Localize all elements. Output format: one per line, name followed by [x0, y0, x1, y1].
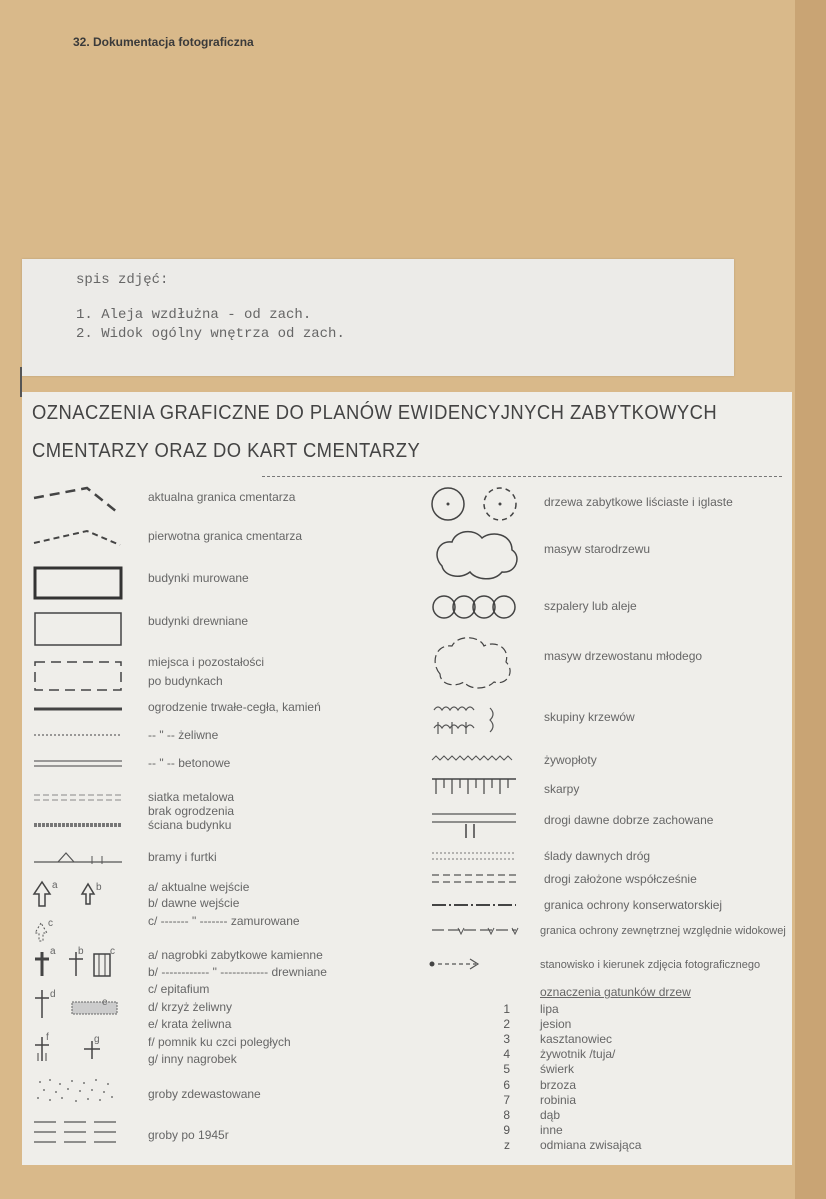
legend-right-label: masyw starodrzewu — [544, 542, 651, 556]
tree-number: 6 — [503, 1078, 510, 1092]
paper-edge — [795, 0, 826, 1199]
photo-position-icon — [426, 956, 486, 970]
symbol-letter: g — [94, 1034, 100, 1045]
tree-species: lipa — [540, 1002, 559, 1016]
legend-right-label: skupiny krzewów — [544, 710, 635, 724]
new-roads-icon — [430, 872, 525, 886]
legend-left-label: a/ nagrobki zabytkowe kamienne — [148, 948, 323, 962]
legend-left-label: groby po 1945r — [148, 1128, 229, 1142]
conservation-boundary-icon — [430, 900, 525, 910]
legend-right-label: drogi dawne dobrze zachowane — [544, 813, 714, 827]
walled-entrance-icon — [32, 919, 62, 945]
tree-number: z — [504, 1138, 510, 1152]
legend-right-label: masyw drzewostanu młodego — [544, 649, 703, 663]
legend-left-label: b/ dawne wejście — [148, 896, 240, 910]
photo-list-item: 1. Aleja wzdłużna - od zach. — [76, 307, 312, 323]
devastated-graves-icon — [32, 1076, 122, 1106]
legend-left-label: brak ogrodzenia — [148, 804, 235, 818]
tree-number: 5 — [503, 1062, 510, 1076]
solid-fence-icon — [32, 704, 127, 714]
legend-left-label: po budynkach — [148, 674, 223, 688]
current-boundary-icon — [32, 486, 122, 516]
tree-species: odmiana zwisająca — [540, 1138, 642, 1152]
legend-right-label: drzewa zabytkowe liściaste i iglaste — [544, 495, 733, 509]
tree-species: robinia — [540, 1093, 577, 1107]
legend-left-label: e/ krata żeliwna — [148, 1017, 232, 1031]
legend-left-label: ogrodzenie trwałe-cegła, kamień — [148, 700, 321, 714]
young-stand-icon — [430, 632, 520, 692]
legend-left-label: aktualna granica cmentarza — [148, 490, 296, 504]
legend-left-label: g/ inny nagrobek — [148, 1052, 237, 1066]
tree-species: dąb — [540, 1108, 561, 1122]
brick-building-icon — [34, 567, 124, 601]
tree-species-heading: oznaczenia gatunków drzew — [540, 985, 691, 999]
tree-species: kasztanowiec — [540, 1032, 613, 1046]
road-traces-icon — [430, 850, 525, 862]
symbol-letter: b — [78, 946, 84, 957]
rows-alleys-icon — [432, 592, 522, 622]
legend-left-label: -- " -- betonowe — [148, 756, 231, 770]
tree-number: 2 — [503, 1017, 510, 1031]
tree-number: 9 — [503, 1123, 510, 1137]
entrance-arrow-icon — [32, 880, 122, 910]
symbol-letter: a — [52, 880, 58, 891]
gates-icon — [32, 850, 127, 866]
legend-right-label: skarpy — [544, 782, 580, 796]
tree-species: inne — [540, 1123, 563, 1137]
legend-left-label: c/ epitafium — [148, 982, 210, 996]
symbol-letter: d — [50, 989, 56, 1000]
hedges-icon — [430, 754, 525, 766]
photo-list-strip — [22, 259, 734, 376]
original-boundary-icon — [32, 525, 122, 550]
building-wall-icon — [32, 820, 127, 830]
iron-fence-icon — [32, 730, 127, 740]
wooden-building-icon — [34, 612, 124, 648]
legend-left-label: miejsca i pozostałości — [148, 655, 265, 669]
tree-number: 7 — [503, 1093, 510, 1107]
old-stand-icon — [432, 526, 522, 582]
symbol-letter: c — [48, 918, 53, 929]
legend-title-line2: CMENTARZY ORAZ DO KART CMENTARZY — [32, 440, 421, 462]
tree-species: żywotnik /tuja/ — [540, 1047, 616, 1061]
symbol-letter: c — [110, 946, 115, 957]
building-remains-icon — [34, 658, 124, 694]
photo-list-heading: spis zdjęć: — [76, 272, 169, 288]
symbol-letter: b — [96, 882, 102, 893]
symbol-letter: f — [46, 1032, 49, 1043]
tree-number: 3 — [503, 1032, 510, 1046]
legend-left-label: d/ krzyż żeliwny — [148, 1000, 233, 1014]
legend-left-label: bramy i furtki — [148, 850, 217, 864]
symbol-letter: e — [102, 997, 108, 1008]
legend-left-label: f/ pomnik ku czci poległych — [148, 1035, 291, 1049]
old-roads-icon — [430, 810, 525, 840]
legend-left-label: ściana budynku — [148, 818, 232, 832]
legend-sheet — [22, 392, 792, 1165]
symbol-letter: a — [50, 946, 56, 957]
tree-species: świerk — [540, 1062, 575, 1076]
view-boundary-icon — [430, 924, 525, 938]
trees-icon — [430, 484, 525, 524]
legend-left-label: pierwotna granica cmentarza — [148, 529, 303, 543]
tree-number: 4 — [503, 1047, 510, 1061]
page-header: 32. Dokumentacja fotograficzna — [73, 35, 254, 49]
photo-list-item: 2. Widok ogólny wnętrza od zach. — [76, 326, 345, 342]
legend-left-label: a/ aktualne wejście — [148, 880, 250, 894]
legend-left-label: budynki murowane — [148, 571, 249, 585]
legend-right-label: szpalery lub aleje — [544, 599, 637, 613]
legend-right-label: ślady dawnych dróg — [544, 849, 651, 863]
legend-left-label: siatka metalowa — [148, 790, 235, 804]
metal-mesh-icon — [32, 792, 127, 804]
tree-number: 1 — [503, 1002, 510, 1016]
concrete-fence-icon — [32, 758, 127, 770]
iron-cross-grate-icon — [32, 988, 127, 1020]
post-1945-graves-icon — [32, 1118, 122, 1148]
legend-right-label: żywopłoty — [544, 753, 597, 767]
legend-title-line1: OZNACZENIA GRAFICZNE DO PLANÓW EWIDENCYJNYCH ZABYTKOWYCH — [32, 402, 718, 424]
shrubs-icon — [430, 702, 520, 738]
legend-left-label: b/ ------------ " ------------ drewniane — [148, 965, 327, 979]
tree-species: jesion — [540, 1017, 572, 1031]
tree-species: brzoza — [540, 1078, 577, 1092]
legend-left-label: c/ ------- " ------- zamurowane — [148, 914, 300, 928]
legend-right-label: granica ochrony zewnętrznej względnie widokowej — [540, 925, 786, 937]
legend-left-label: groby zdewastowane — [148, 1087, 261, 1101]
legend-right-label: stanowisko i kierunek zdjęcia fotograficznego — [540, 959, 761, 971]
legend-right-label: granica ochrony konserwatorskiej — [544, 898, 723, 912]
slopes-icon — [430, 776, 525, 798]
legend-left-label: -- " -- żeliwne — [148, 728, 219, 742]
legend-left-label: budynki drewniane — [148, 614, 249, 628]
tree-number: 8 — [503, 1108, 510, 1122]
divider — [262, 476, 782, 477]
legend-right-label: drogi założone współcześnie — [544, 872, 697, 886]
